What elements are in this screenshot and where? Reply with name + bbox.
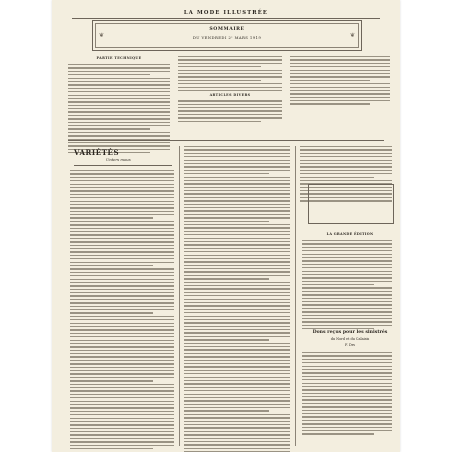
ornament-right-icon: ❦	[349, 32, 355, 39]
column-divider-2	[295, 146, 296, 446]
sommaire-date: DU VENDREDI 2ᵉ MARS 1919	[192, 35, 262, 40]
sommaire-column-right	[290, 56, 390, 107]
article-column-2	[184, 146, 290, 452]
ornament-left-icon: ❦	[99, 32, 105, 39]
article-subtitle: Unters mous	[106, 157, 131, 162]
sommaire-title: SOMMAIRE	[209, 27, 245, 32]
section-heading-articles: ARTICLES DIVERS	[209, 93, 251, 98]
dons-subtitle: du Nord et du Calaisis	[330, 337, 370, 341]
header-rule	[72, 18, 380, 19]
sommaire-bottom-rule	[68, 140, 384, 141]
article-column-3-continued	[302, 240, 392, 332]
sommaire-column-middle	[178, 56, 282, 124]
section-heading-technique: PARTIE TECHNIQUE	[96, 56, 142, 60]
running-head: LA MODE ILLUSTRÉE	[183, 10, 269, 16]
info-box	[308, 184, 394, 224]
dons-amount: F. Drs	[344, 343, 356, 347]
article-title: VARIÉTÉS	[74, 148, 120, 157]
column-divider-1	[179, 146, 180, 446]
dons-list	[302, 352, 392, 437]
newspaper-page	[52, 0, 400, 452]
article-title-rule	[74, 165, 172, 166]
grande-edition-heading: LA GRANDE ÉDITION	[326, 232, 374, 236]
dons-title: Dons reçus pour les sinistrés	[312, 330, 388, 335]
article-column-1	[70, 170, 174, 451]
sommaire-box	[92, 20, 362, 51]
